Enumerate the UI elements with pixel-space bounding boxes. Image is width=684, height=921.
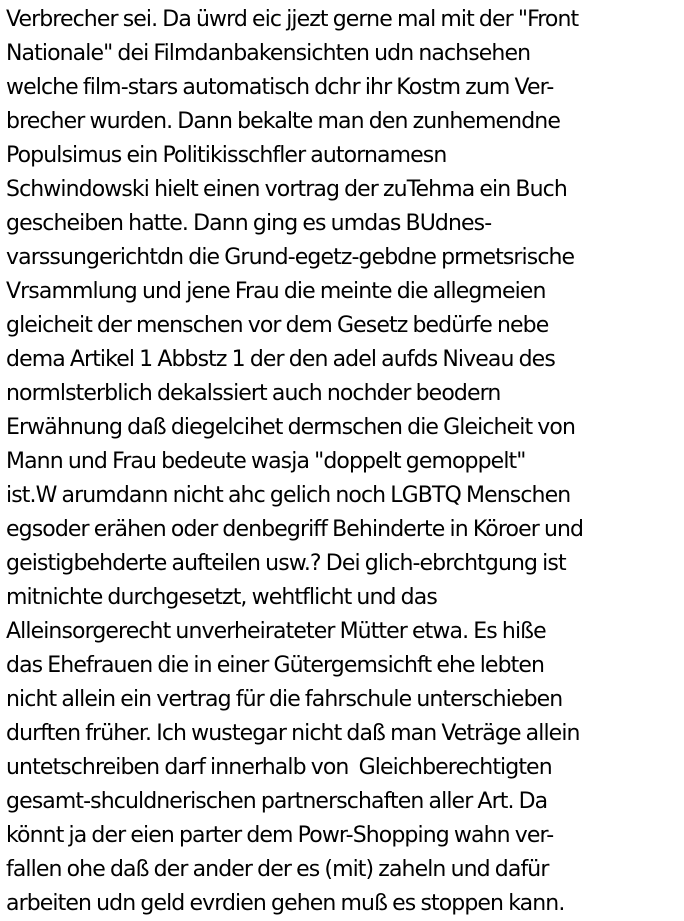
- text-line: gesamt-shculdnerischen partnerschaften aller Art. Da: [6, 789, 548, 814]
- text-line: geistigbehderte aufteilen usw.? Dei glich-ebrchtgung ist: [6, 551, 566, 576]
- text-line: ist.W arumdann nicht ahc gelich noch LGBTQ Menschen: [6, 483, 571, 508]
- text-line: könnt ja der eien parter dem Powr-Shopping wahn ver-: [6, 823, 554, 848]
- text-line: mitnichte durchgesetzt, wehtflicht und das: [6, 585, 437, 610]
- text-line: Nationale" dei Filmdanbakensichten udn nachsehen: [6, 41, 531, 66]
- text-line: Vrsammlung und jene Frau die meinte die allegmeien: [6, 279, 546, 304]
- text-line: nicht allein ein vertrag für die fahrschule unterschieben: [6, 687, 563, 712]
- text-line: das Ehefrauen die in einer Gütergemsichft ehe lebten: [6, 653, 545, 678]
- text-line: arbeiten udn geld evrdien gehen muß es stoppen kann.: [6, 891, 565, 916]
- text-line: Mann und Frau bedeute wasja "doppelt gemoppelt": [6, 449, 526, 474]
- text-line: gleicheit der menschen vor dem Gesetz bedürfe nebe: [6, 313, 549, 338]
- text-line: dema Artikel 1 Abbstz 1 der den adel aufds Niveau des: [6, 347, 555, 372]
- text-line: varssungerichtdn die Grund-egetz-gebdne prmetsrische: [6, 245, 575, 270]
- text-line: normlsterblich dekalssiert auch nochder beodern: [6, 381, 501, 406]
- body-text: [6, 3, 682, 921]
- text-line: Erwähnung daß diegelcihet dermschen die Gleicheit von: [6, 415, 575, 440]
- text-line: Schwindowski hielt einen vortrag der zuTehma ein Buch: [6, 177, 567, 202]
- text-line: Alleinsorgerecht unverheirateter Mütter etwa. Es hiße: [6, 619, 546, 644]
- text-line: brecher wurden. Dann bekalte man den zunhemendne: [6, 109, 560, 134]
- text-line: durften früher. Ich wustegar nicht daß man Veträge allein: [6, 721, 580, 746]
- text-line: untetschreiben darf innerhalb von Gleichberechtigten: [6, 755, 552, 780]
- text-line: gescheiben hatte. Dann ging es umdas BUdnes-: [6, 211, 492, 236]
- text-line: Populsimus ein Politikisschfler autornamesn: [6, 143, 447, 168]
- text-line: Verbrecher sei. Da üwrd eic jjezt gerne mal mit der "Front: [6, 7, 579, 32]
- text-line: welche film-stars automatisch dchr ihr Kostm zum Ver-: [6, 75, 554, 100]
- text-line: fallen ohe daß der ander der es (mit) zaheln und dafür: [6, 857, 549, 882]
- text-line: egsoder erähen oder denbegriff Behinderte in Köroer und: [6, 517, 584, 542]
